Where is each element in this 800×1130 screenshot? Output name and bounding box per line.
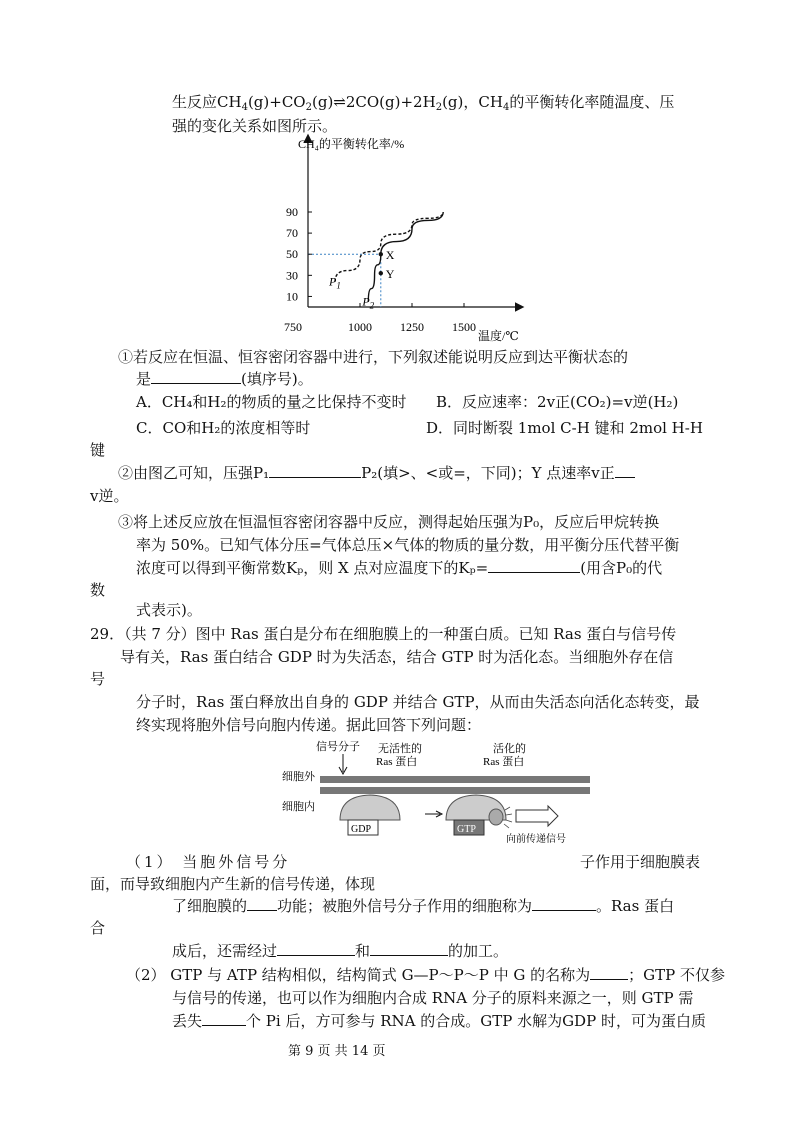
point-label-y: Y: [385, 267, 395, 282]
pi-count-blank[interactable]: [202, 1011, 246, 1026]
q2-line: ②由图乙可知，压强P₁ P₂(填>、<或=，下同)；Y 点速率v正: [118, 463, 635, 483]
membrane-top: [320, 776, 590, 783]
q29-line-5: 终实现将胞外信号向胞内传递。据此回答下列问题：: [136, 716, 482, 734]
series-label-p2: $P_2$: [362, 294, 375, 311]
x-axis-label: 温度/℃: [478, 329, 519, 343]
point-label-x: X: [385, 248, 395, 263]
cell-outside-label: 细胞外: [282, 771, 315, 783]
conversion-chart: [270, 130, 540, 345]
sub1-line-1a: （1） 当胞外信号分: [126, 853, 291, 871]
page-footer: 第 9 页 共 14 页: [288, 1044, 386, 1059]
series-p2: [368, 212, 443, 302]
inactive-ras-shape: [340, 795, 400, 820]
svg-text:GTP: GTP: [457, 824, 476, 835]
q2-blank-1[interactable]: [269, 463, 361, 478]
organelle-blank-2[interactable]: [370, 941, 448, 956]
cell-inside-label: 细胞内: [282, 801, 315, 813]
forward-arrow: [516, 806, 558, 826]
q2-tail: v逆。: [90, 487, 129, 505]
q1-option-d-tail: 键: [90, 441, 106, 459]
x-tick-label: 1250: [400, 320, 424, 334]
x-tick-label: 1000: [348, 320, 372, 334]
y-tick-label: 50: [286, 247, 298, 262]
sub1-line-4: 合: [90, 919, 106, 937]
q1-stem-2: 是 (填序号)。: [136, 370, 313, 388]
inactive-ras-label-2: Ras 蛋白: [376, 756, 418, 768]
y-axis-label: CH₄的平衡转化率/%: [298, 137, 405, 151]
g-name-blank[interactable]: [590, 965, 628, 980]
x-tick-label: 750: [284, 320, 302, 334]
q29-line-2: 导有关，Ras 蛋白结合 GDP 时为失活态，结合 GTP 时为活化态。当细胞外存在信: [120, 648, 674, 666]
q2-blank-2[interactable]: [615, 463, 635, 478]
q1-blank[interactable]: [151, 369, 241, 384]
y-tick-label: 90: [286, 205, 298, 219]
series-label-p1: $P_1$: [329, 274, 341, 291]
sub1-line-2: 面，而导致细胞内产生新的信号传递，体现: [90, 875, 376, 893]
forward-signal-label: 向前传递信号: [506, 834, 566, 845]
q29-line-1: 29．（共 7 分）图中 Ras 蛋白是分布在细胞膜上的一种蛋白质。已知 Ras 蛋白与信号传: [90, 625, 677, 643]
q1-option-c: C．CO和H₂的浓度相等时: [136, 419, 311, 437]
q3-blank[interactable]: [488, 558, 580, 573]
sub2-line-2: 与信号的传递，也可以作为细胞内合成 RNA 分子的原料来源之一，则 GTP 需: [172, 989, 694, 1007]
q3-line-3: 浓度可以得到平衡常数Kₚ，则 X 点对应温度下的Kₚ= (用含P₀的代: [136, 559, 663, 577]
q1-option-d: D．同时断裂 1mol C-H 键和 2mol H-H: [426, 419, 703, 437]
signal-burst: [489, 809, 503, 825]
y-tick-label: 10: [286, 289, 298, 304]
active-ras-label-2: Ras 蛋白: [483, 756, 525, 768]
q3-line-1: ③将上述反应放在恒温恒容密闭容器中反应，测得起始压强为P₀，反应后甲烷转换: [118, 513, 660, 531]
sub1-line-5: 成后，还需经过 和 的加工。: [172, 942, 509, 960]
q1-stem: ①若反应在恒温、恒容密闭容器中进行，下列叙述能说明反应到达平衡状态的: [118, 348, 629, 366]
q1-option-a: A．CH₄和H₂的物质的量之比保持不变时: [136, 393, 407, 411]
sub1-line-3: 了细胞膜的 功能；被胞外信号分子作用的细胞称为 。Ras 蛋白: [172, 897, 675, 915]
sub2-line-3: 丢失 个 Pi 后，方可参与 RNA 的合成。GTP 水解为GDP 时，可为蛋白质: [172, 1012, 706, 1030]
sub1-line-1b: 子作用于细胞膜表: [580, 853, 701, 871]
inactive-ras-label-1: 无活性的: [378, 743, 422, 755]
active-ras-label-1: 活化的: [493, 743, 526, 755]
q3-line-2: 率为 50%。已知气体分压=气体总压×气体的物质的量分数，用平衡分压代替平衡: [136, 536, 680, 554]
y-tick-label: 70: [286, 226, 298, 241]
point-x: [379, 252, 383, 256]
svg-text:GDP: GDP: [351, 824, 372, 835]
ras-protein-diagram: [280, 736, 600, 848]
q3-line-4: 数: [90, 581, 106, 599]
y-tick-label: 30: [286, 268, 298, 283]
q29-line-3: 号: [90, 670, 106, 688]
membrane-function-blank[interactable]: [247, 896, 277, 911]
point-y: [379, 271, 383, 275]
signal-molecule-label: 信号分子: [316, 741, 360, 753]
q3-line-5: 式表示)。: [136, 601, 202, 619]
q29-line-4: 分子时，Ras 蛋白释放出自身的 GDP 并结合 GTP，从而由失活态向活化态转变，最: [136, 693, 700, 711]
organelle-blank-1[interactable]: [277, 941, 355, 956]
reaction-line-2: 强的变化关系如图所示。: [172, 117, 338, 135]
x-tick-label: 1500: [452, 320, 476, 334]
sub2-line-1: （2） GTP 与 ATP 结构相似，结构简式 G—P～P～P 中 G 的名称为 ；GTP 不仅参: [126, 966, 725, 984]
target-cell-blank[interactable]: [532, 896, 596, 911]
q1-option-b: B．反应速率：2v正(CO₂)=v逆(H₂): [436, 393, 679, 411]
reaction-line-1: 生反应$CH_4(g)+CO_2(g)\rightleftharpoons 2CO(g)+2H_2(g)$，$CH_4$的平衡转化率随温度、压: [172, 93, 675, 113]
membrane-bottom: [320, 787, 590, 794]
